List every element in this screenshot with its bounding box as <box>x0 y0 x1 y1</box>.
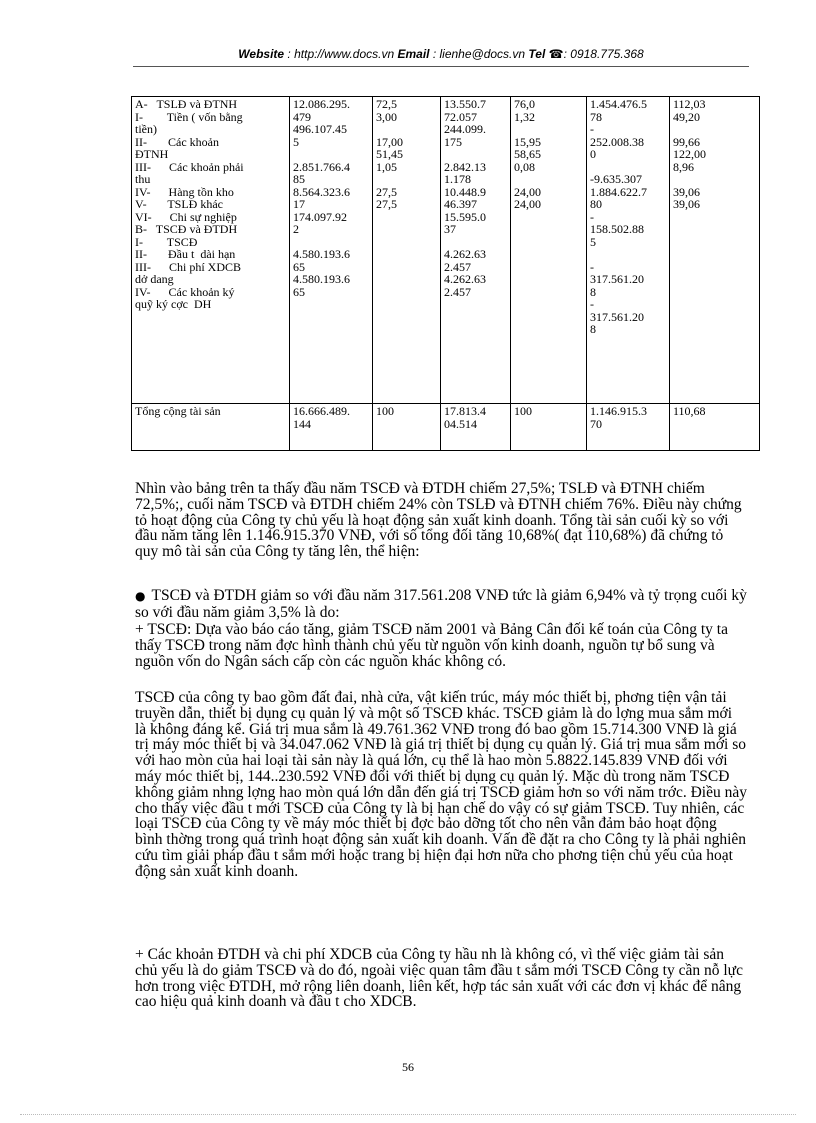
cell-line: 8.564.323.6 <box>293 184 350 199</box>
analysis-bullet-paragraph: ● TSCĐ và ĐTDH giảm so với đầu năm 317.561.208 VNĐ tức là giảm 6,94% và tỷ trọng cuối kỳ so với đầu năm giảm 3,5% là do: <box>135 587 747 621</box>
cell-line: 2 <box>293 222 299 236</box>
table-row-total <box>132 404 760 451</box>
table-cell <box>511 97 587 404</box>
email-label: Email <box>397 47 430 61</box>
cell-line: quỹ ký cợc DH <box>135 297 212 311</box>
cell-line: 2.842.13 <box>444 159 486 174</box>
cell-line: II- Các khoản <box>135 134 219 149</box>
table-cell <box>132 404 290 451</box>
cell-line: 2.457 <box>444 259 471 274</box>
cell-line: 24,00 <box>514 184 541 199</box>
cell-line: B- TSCĐ và ĐTDH <box>135 222 238 236</box>
cell-line: 65 <box>293 284 305 299</box>
cell-line: 122,00 <box>673 147 706 161</box>
cell-line: VI- Chi sự nghiệp <box>135 209 237 224</box>
phone-icon: ☎ <box>548 47 564 61</box>
cell-line: 04.514 <box>444 416 477 431</box>
cell-line: 4.262.63 <box>444 247 486 261</box>
cell-line: 39,06 <box>673 184 700 199</box>
table-cell <box>441 97 511 404</box>
cell-line: 496.107.45 <box>293 122 347 136</box>
cell-line: 8 <box>590 322 596 336</box>
cell-line: 317.561.20 <box>590 309 644 324</box>
cell-line: thu <box>135 172 151 186</box>
cell-line <box>514 173 583 186</box>
analysis-paragraph-5: + Các khoản ĐTDH và chi phí XDCB của Công ty hầu nh là không có, vì thế việc giảm tài sản chủ yếu là do giảm TSCĐ và do đó, ngoài việc quan tâm đầu t sắm mới TSCĐ Công ty cần nỗ lực hơn trong việc ĐTDH, mở rộng liên doanh, liên kết, hợp tác sản xuất với các đơn vị khác để nâng cao hiệu quả kinh doanh và đầu t cho XDCB. <box>135 946 743 1011</box>
table-cell <box>511 404 587 451</box>
cell-line: I- TSCĐ <box>135 234 198 249</box>
cell-line: 317.561.20 <box>590 272 644 286</box>
cell-line: IV- Các khoản ký <box>135 284 235 299</box>
cell-line: II- Đầu t dài hạn <box>135 247 236 261</box>
cell-line: 1.178 <box>444 172 471 186</box>
cell-line: 27,5 <box>376 197 397 211</box>
cell-line: 24,00 <box>514 197 541 211</box>
cell-line: 13.550.7 <box>444 97 486 111</box>
cell-line: 65 <box>293 259 305 274</box>
cell-line <box>293 148 369 161</box>
bullet-icon: ● <box>135 589 146 603</box>
cell-line: III- Các khoản phải <box>135 159 244 174</box>
cell-line: 17,00 <box>376 134 403 149</box>
cell-line: 1,32 <box>514 109 535 124</box>
cell-line: 0,08 <box>514 159 535 174</box>
cell-line <box>376 123 437 136</box>
cell-line: 144 <box>293 416 311 431</box>
cell-line: 17 <box>293 197 305 211</box>
cell-line <box>376 173 437 186</box>
footer-divider <box>20 1114 796 1115</box>
cell-line: I- Tiền ( vốn bằng <box>135 109 243 124</box>
table-cell <box>132 97 290 404</box>
table-cell <box>441 404 511 451</box>
balance-table <box>131 96 760 451</box>
cell-line: 112,03 <box>673 97 706 111</box>
cell-line: 110,68 <box>673 404 706 418</box>
cell-line: 252.008.38 <box>590 134 644 149</box>
cell-line: 1.146.915.3 <box>590 404 647 418</box>
table-cell <box>373 404 441 451</box>
cell-line: 17.813.4 <box>444 404 486 418</box>
cell-line: 51,45 <box>376 147 403 161</box>
table-cell <box>290 404 373 451</box>
cell-line: 46.397 <box>444 197 477 211</box>
cell-line <box>444 148 507 161</box>
cell-line: 78 <box>590 109 602 124</box>
cell-line <box>514 123 583 136</box>
cell-line: 100 <box>514 404 532 418</box>
cell-line: - <box>590 209 594 224</box>
cell-line: dở dang <box>135 272 174 286</box>
header-divider <box>133 66 749 67</box>
cell-line: 4.580.193.6 <box>293 272 350 286</box>
analysis-paragraph-1: Nhìn vào bảng trên ta thấy đầu năm TSCĐ và ĐTDH chiếm 27,5%; TSLĐ và ĐTNH chiếm 72,5%;, cuối năm TSCĐ và ĐTDH chiếm 24% còn TSLĐ và ĐTNH chiếm 76%. Điều này chứng tỏ hoạt động của Công ty chủ yếu là hoạt động sản xuất kinh doanh. Tổng tài sản cuối kỳ so với đầu năm tăng lên 1.146.915.370 VNĐ, với số tổng đối tăng 10,68%( đạt 110,68%) đã chứng tỏ quy mô tài sản của Công ty tăng lên, thể hiện: <box>135 480 742 561</box>
cell-line: 3,00 <box>376 109 397 124</box>
cell-line: tiền) <box>135 122 157 136</box>
cell-line: 158.502.88 <box>590 222 644 236</box>
cell-line: 15.595.0 <box>444 209 486 224</box>
cell-line <box>673 173 756 186</box>
cell-line: - <box>590 297 594 311</box>
cell-line: III- Chi phí XDCB <box>135 259 241 274</box>
cell-line: 4.262.63 <box>444 272 486 286</box>
cell-line: 39,06 <box>673 197 700 211</box>
cell-line: 174.097.92 <box>293 209 347 224</box>
tel-label: Tel <box>528 47 546 61</box>
page-number: 56 <box>402 1060 414 1074</box>
table-row <box>132 97 760 404</box>
cell-line: 76,0 <box>514 97 535 111</box>
cell-line <box>673 123 756 136</box>
cell-line: 4.580.193.6 <box>293 247 350 261</box>
table-cell <box>290 97 373 404</box>
cell-line: 8 <box>590 284 596 299</box>
cell-line: 15,95 <box>514 134 541 149</box>
cell-line: 1,05 <box>376 159 397 174</box>
cell-line: 72.057 <box>444 109 477 124</box>
page-header <box>135 47 747 61</box>
cell-line: 0 <box>590 147 596 161</box>
cell-line: 49,20 <box>673 109 700 124</box>
cell-line: 5 <box>590 234 596 249</box>
cell-line: 10.448.9 <box>444 184 486 199</box>
cell-line: - <box>590 259 594 274</box>
cell-line: 8,96 <box>673 159 694 174</box>
website-label: Website <box>238 47 285 61</box>
cell-line: 70 <box>590 416 602 431</box>
cell-line: IV- Hàng tồn kho <box>135 184 234 199</box>
table-cell <box>587 97 670 404</box>
website-value: : http://www.docs.vn <box>284 47 398 61</box>
cell-line: 72,5 <box>376 97 397 111</box>
cell-line <box>590 248 666 261</box>
cell-line: 2.851.766.4 <box>293 159 350 174</box>
cell-line: 5 <box>293 134 299 149</box>
analysis-paragraph-3: + TSCĐ: Dựa vào báo cáo tăng, giảm TSCĐ năm 2001 và Bảng Cân đối kế toán của Công ty ta thấy TSCĐ trong năm đợc hình thành chủ yếu từ nguồn vốn kinh doanh, nguồn tự bổ sung và nguồn vốn do Ngân sách cấp còn các nguồn khác không có. <box>135 621 728 670</box>
cell-line: 16.666.489. <box>293 404 350 418</box>
cell-line: 1.884.622.7 <box>590 184 647 199</box>
cell-line: 85 <box>293 172 305 186</box>
cell-line: A- TSLĐ và ĐTNH <box>135 97 238 111</box>
cell-line: 58,65 <box>514 147 541 161</box>
analysis-paragraph-4: TSCĐ của công ty bao gồm đất đai, nhà cửa, vật kiến trúc, máy móc thiết bị, phơng tiện vận tải truyền dẫn, thiết bị dụng cụ quản lý và một số TSCĐ khác. TSCĐ giảm là do lợng mua sắm mới là không đáng kể. Giá trị mua sắm là 49.761.362 VNĐ trong đó bao gồm 15.714.300 VNĐ là giá trị máy móc thiết bị và 34.047.062 VNĐ là giá trị thiết bị dụng cụ quản lý. Giá trị mua sắm mới so với hao mòn của hai loại tài sản này là quá lớn, cụ thể là hao mòn 5.8822.145.839 VNĐ đối với máy móc thiết bị, 144..230.592 VNĐ đối với thiết bị dụng cụ quản lý. Mặc dù trong năm TSCĐ không giảm nhng lợng hao mòn quá lớn dẫn đến giá trị TSCĐ giảm hơn so với năm trớc. Điều này cho thấy việc đầu t mới TSCĐ của Công ty là bị hạn chế do vậy có sự giảm TSCĐ. Tuy nhiên, các loại TSCĐ của Công ty về máy móc thiết bị đợc bảo dỡng tốt cho nên vẫn đảm bảo hoạt động bình thờng trong quá trình hoạt động sản xuất kih doanh. Vấn đề đặt ra cho Công ty là phải nghiên cứu tìm giải pháp đầu t sắm mới hoặc trang bị hiện đại hơn nữa cho phơng tiện chủ yếu của hoạt động sản xuất kinh doanh. <box>135 689 747 880</box>
cell-line: 1.454.476.5 <box>590 97 647 111</box>
cell-line: 479 <box>293 109 311 124</box>
cell-line: - <box>590 122 594 136</box>
cell-line: 100 <box>376 404 394 418</box>
cell-line: Tổng cộng tài sản <box>135 404 221 418</box>
cell-line: 12.086.295. <box>293 97 350 111</box>
cell-line: ĐTNH <box>135 147 169 161</box>
cell-line: 175 <box>444 134 462 149</box>
cell-line: 99,66 <box>673 134 700 149</box>
cell-line: 244.099. <box>444 122 486 136</box>
table-cell <box>373 97 441 404</box>
table-cell <box>670 404 760 451</box>
table-cell <box>587 404 670 451</box>
cell-line: 27,5 <box>376 184 397 199</box>
cell-line: 2.457 <box>444 284 471 299</box>
table-cell <box>670 97 760 404</box>
cell-line: -9.635.307 <box>590 172 642 186</box>
cell-line: V- TSLĐ khác <box>135 197 223 211</box>
cell-line: 80 <box>590 197 602 211</box>
tel-value: : 0918.775.368 <box>563 47 644 61</box>
cell-line: 37 <box>444 222 456 236</box>
email-value: : lienhe@docs.vn <box>429 47 529 61</box>
